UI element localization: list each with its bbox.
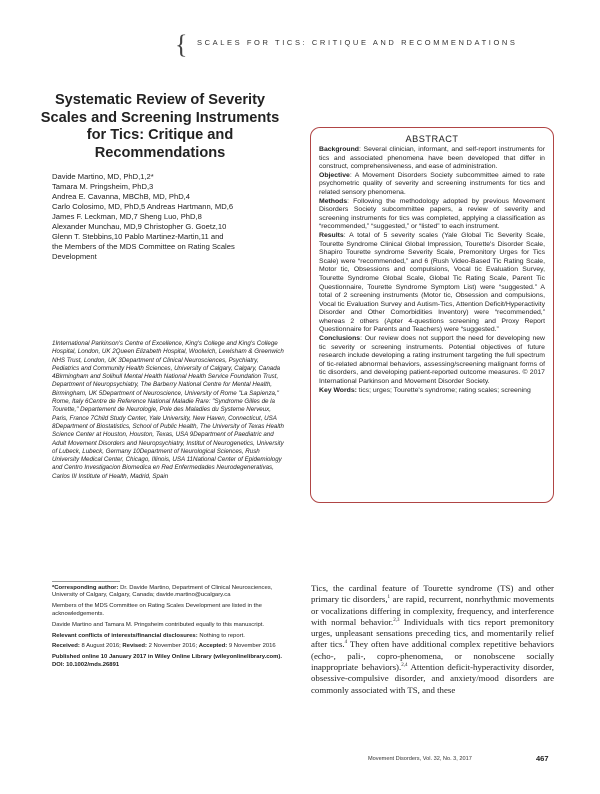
text: : Following the methodology adopted by previous Movement Disorders Society subcommittee papers, a review of severity and screening instruments for tics was completed, applying a classification as “recommended,” “suggested,” or “listed” to each instrument. (319, 197, 545, 231)
text: tics; urges; Tourette's syndrome; rating scales; screening (356, 386, 531, 394)
footnote-rule (52, 581, 120, 582)
author-line: the Members of the MDS Committee on Rating Scales (52, 242, 235, 251)
abstract-methods (319, 198, 545, 232)
footnotes (52, 585, 287, 673)
journal-footer: Movement Disorders, Vol. 32, No. 3, 2017 (368, 756, 472, 762)
equal-contribution-note: Davide Martino and Tamara M. Pringsheim contributed equally to this manuscript. (52, 621, 265, 628)
running-title: SCALES FOR TICS: CRITIQUE AND RECOMMENDATIONS (197, 38, 518, 47)
text: They often have additional complex repetitive behaviors (echo-, pali-, copro-phenomena, or nonobscene socially inappropriate behaviors). (311, 639, 554, 673)
text: : Several clinician, informant, and self-report instruments for tics and associated phenomena have been developed that differ in construct, comprehensiveness, and ease of administration. (319, 146, 545, 171)
running-header (175, 30, 600, 59)
label: Accepted: (198, 643, 228, 650)
citation: 2,4 (401, 663, 408, 669)
text: Individuals with tics report premonitory urges, unpleasant sensations preceding tics, and momentarily relief after tics. (311, 616, 554, 650)
abstract-results (319, 232, 545, 335)
abstract-keywords (319, 387, 545, 396)
label: *Corresponding author: (52, 585, 119, 591)
label: Objective (319, 171, 350, 179)
abstract-heading: ABSTRACT (405, 134, 459, 144)
label: Key Words: (319, 386, 357, 394)
author-line: Davide Martino, MD, PhD,1,2* (52, 172, 154, 181)
author-line: Development (52, 252, 97, 261)
text: Nothing to report. (197, 632, 245, 639)
abstract-box (310, 127, 554, 503)
published-note (52, 654, 287, 669)
article-title: Systematic Review of Severity Scales and Screening Instruments for Tics: Critique and Recommendations (40, 92, 280, 161)
text: are rapid, recurrent, nonrhythmic movements or vocalizations differing in complexity, frequency, and interference with normal behavior. (311, 594, 554, 627)
affiliations: 1International Parkinson's Centre of Excellence, King's College and King's College Hospital, London, UK 2Queen Elizabeth Hospital, Woolwich, Lewisham & Greenwich NHS Trust, London, UK 3Department of Clinical Neurosciences, Psychiatry, Pediatrics and Community Health Sciences, University of Calgary, Calgary, Canada 4Birmingham and Solihull Mental Health National Health Service Foundation Trust, Department of Neuropsychiatry, The Barberry National Centre for Mental Health, Birmingham, UK 5Department of Neuroscience, University of Rome "La Sapienza," Rome, Italy 6Centre de Reference National Maladie Rare: "Syndrome Gilles de la Tourette," Departement de Neurologie, Pole des Maladies du Systeme Nerveux, Paris, France 7Child Study Center, Yale University, New Haven, Connecticut, USA 8Department of Biostatistics, School of Public Health, The University of Texas Health Science Center at Houston, Houston, Texas, USA 9Department of Paediatric and Adult Movement Disorders and Neuropsychiatry, Institut of Neurogenetics, University of Lubeck, Lubeck, Germany 10Department of Neurological Sciences, Rush University Medical Center, Chicago, Illinois, USA 11National Center of Epidemiology and Centro Investigacion Biomedica en Red Enfermedades Neurodegenerativas, Carlos III Institute of Health, Madrid, Spain (52, 340, 284, 480)
abstract-conclusions (319, 335, 545, 387)
text: 9 November 2016 (227, 643, 276, 650)
label: Results (319, 231, 344, 239)
label: Methods (319, 197, 348, 205)
abstract-background (319, 146, 545, 172)
label: Relevant conflicts of interests/financial disclosures: (52, 632, 198, 639)
citation: 1 (387, 595, 391, 601)
text: : Our review does not support the need for developing new tic severity or screening instruments. Potential objectives of future research include developing a rating instrument targeting the full spectrum of tic-related abnormal behaviors, assessing/screening malignant forms of tic disorders, and developing patient-reported outcome measures. © 2017 International Parkinson and Movement Disorder Society. (319, 335, 545, 386)
text: : A Movement Disorders Society subcommittee aimed to rate psychometric quality of severity and screening instruments for tics and related sensory phenomena. (319, 171, 545, 196)
text: Dr. Davide Martino, Department of Clinical Neurosciences, University of Calgary, Calgary, Canada; davide.martino@ucalgary.ca (52, 585, 273, 599)
text: 8 August 2016; (79, 643, 123, 650)
members-note: Members of the MDS Committee on Rating Scales Development are listed in the acknowledgements. (52, 603, 262, 617)
label: Revised: (122, 643, 147, 650)
text: : A total of 5 severity scales (Yale Global Tic Severity Scale, Tourette Syndrome Clinical Global Impression, Tourette's Disorder Scale, Shapiro Tourette syndrome Severity Scale, Premonitory Urges for Tics Scale) were “recommended,” and 6 (Rush Video-Based Tic Rating Scale, Motor tic, Obsessions and compulsions, Vocal tic Evaluation Survey, Tourette Syndrome Global Scale, Global Tic Rating Scale, Parent Tic Questionnaire, Tourette Syndrome Symptom List) were “suggested.” A total of 2 screening instruments (Motor tic, Obsession and compulsions, Vocal tic Evaluation Survey and Autism-Tics, Attention Deficit/Hyperactivity Disorder and Other Comorbidities Inventory) were “recommended,” whereas 2 others (Apter 4-questions screening and Proxy Report Questionnaire for Parents and Teachers) were “suggested.” (319, 231, 545, 334)
author-line: James F. Leckman, MD,7 Sheng Luo, PhD,8 (52, 212, 202, 221)
header-brace: { (175, 30, 188, 59)
author-line: Glenn T. Stebbins,10 Pablo Martinez-Martin,11 and (52, 232, 224, 241)
text: Published online 10 January 2017 in Wiley Online Library (wileyonlinelibrary.com). DOI: 10.1002/mds.26891 (52, 654, 282, 668)
text: Tics, the cardinal feature of Tourette syndrome (TS) and other primary tic disorders, (311, 583, 554, 605)
corresponding-author (52, 585, 287, 600)
label: Received: (52, 643, 80, 650)
author-line: Tamara M. Pringsheim, PhD,3 (52, 182, 154, 191)
label: Conclusions (319, 335, 361, 343)
author-line: Andrea E. Cavanna, MBChB, MD, PhD,4 (52, 192, 191, 201)
page-number: 467 (536, 754, 549, 763)
label: Background (319, 146, 359, 153)
abstract-objective (319, 172, 545, 198)
author-line: Carlo Colosimo, MD, PhD,5 Andreas Hartmann, MD,6 (52, 202, 234, 211)
author-line: Alexander Munchau, MD,9 Christopher G. Goetz,10 (52, 222, 227, 231)
citation: 4 (344, 640, 348, 646)
author-list (52, 172, 287, 262)
text: 2 November 2016; (146, 643, 199, 650)
intro-paragraph (311, 583, 554, 696)
text: Attention deficit-hyperactivity disorder, obsessive-compulsive disorder, and anxiety/mood disorders are commonly associated with TS, and these (311, 662, 554, 695)
dates-note (52, 643, 287, 650)
conflicts-note (52, 633, 287, 640)
citation: 2,3 (393, 617, 400, 623)
